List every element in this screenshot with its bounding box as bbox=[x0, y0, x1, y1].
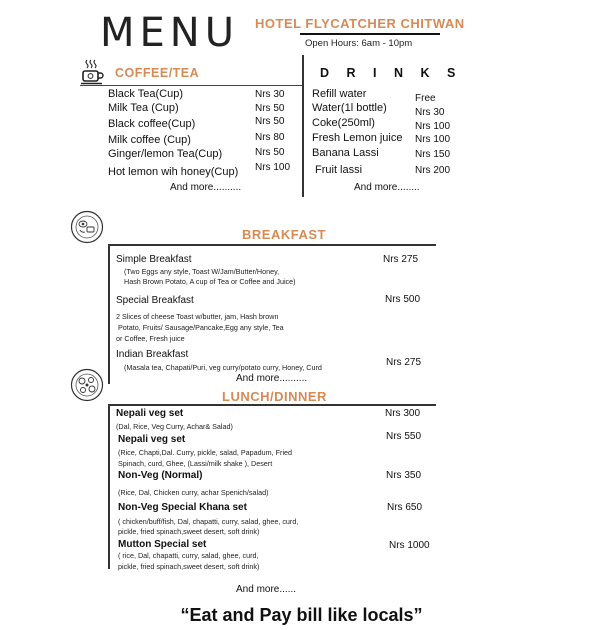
menu-item-description: ( rice, Dal, chapatti, curry, salad, ghee, curd, bbox=[118, 551, 259, 560]
menu-item-name: Ginger/lemon Tea(Cup) bbox=[108, 148, 223, 160]
menu-item-description: pickle, fried spinach,sweet desert, soft drink) bbox=[118, 527, 260, 536]
coffee-cup-icon bbox=[78, 58, 106, 86]
lunch-dinner-left-rule bbox=[108, 404, 110, 569]
menu-item-name: Non-Veg Special Khana set bbox=[118, 502, 247, 513]
menu-item-price: Nrs 80 bbox=[255, 132, 285, 143]
menu-item-price: Nrs 300 bbox=[385, 408, 421, 419]
menu-item-description: (Rice, Chapti,Dal. Curry, pickle, salad, Papadum, Fried bbox=[118, 448, 293, 457]
menu-item-price: Nrs 275 bbox=[386, 357, 422, 368]
menu-item-price: Nrs 30 bbox=[255, 89, 285, 100]
lunch-dinner-more: And more...... bbox=[236, 584, 297, 595]
menu-title: MENU bbox=[100, 10, 239, 56]
menu-item-description: (Dal, Rice, Veg Curry, Achar& Salad) bbox=[116, 422, 233, 431]
menu-item-price: Nrs 650 bbox=[387, 502, 423, 513]
footer-quote: “Eat and Pay bill like locals” bbox=[180, 605, 423, 625]
menu-item-name: Nepali veg set bbox=[116, 408, 184, 419]
menu-item-price: Nrs 150 bbox=[415, 149, 451, 160]
menu-item-name: Coke(250ml) bbox=[312, 117, 375, 129]
drinks-heading: D R I N K S bbox=[320, 66, 463, 80]
menu-item-name: Milk Tea (Cup) bbox=[108, 102, 179, 114]
menu-item-description: (Masala tea, Chapati/Puri, veg curry/potato curry, Honey, Curd bbox=[124, 363, 322, 372]
menu-item-name: Nepali veg set bbox=[118, 434, 186, 445]
menu-item-price: Nrs 275 bbox=[383, 254, 419, 265]
menu-item-price: Nrs 100 bbox=[415, 134, 451, 145]
menu-item-name: Special Breakfast bbox=[116, 295, 194, 306]
menu-item-name: Banana Lassi bbox=[312, 147, 379, 159]
hotel-name: HOTEL FLYCATCHER CHITWAN bbox=[255, 16, 465, 31]
drinks-more: And more........ bbox=[354, 182, 420, 193]
menu-item-description: pickle, fried spinach,sweet desert, soft drink) bbox=[118, 562, 260, 571]
coffee-tea-more: And more.......... bbox=[170, 182, 242, 193]
menu-item-name: Fresh Lemon juice bbox=[312, 132, 403, 144]
lunch-dinner-heading: LUNCH/DINNER bbox=[222, 389, 327, 404]
menu-item-price: Nrs 50 bbox=[255, 147, 285, 158]
breakfast-divider bbox=[108, 244, 436, 246]
menu-item-name: Simple Breakfast bbox=[116, 254, 192, 265]
menu-item-price: Nrs 50 bbox=[255, 103, 285, 114]
hotel-underline bbox=[300, 33, 440, 35]
lunch-dinner-divider bbox=[108, 404, 436, 406]
column-divider bbox=[302, 55, 304, 197]
menu-item-description: Spinach, curd, Ghee, (Lassi/milk shake ), Desert bbox=[118, 459, 273, 468]
menu-item-name: Fruit lassi bbox=[315, 164, 363, 176]
menu-item-name: Milk coffee (Cup) bbox=[108, 134, 191, 146]
coffee-tea-heading: COFFEE/TEA bbox=[115, 66, 200, 80]
menu-item-name: Non-Veg (Normal) bbox=[118, 470, 203, 481]
breakfast-more: And more.......... bbox=[236, 373, 308, 384]
menu-item-price: Nrs 100 bbox=[255, 162, 291, 173]
menu-item-name: Mutton Special set bbox=[118, 539, 207, 550]
menu-item-name: Black Tea(Cup) bbox=[108, 88, 183, 100]
menu-item-description: Potato, Fruits/ Sausage/Pancake,Egg any style, Tea bbox=[118, 323, 284, 332]
menu-item-name: Indian Breakfast bbox=[116, 349, 189, 360]
menu-item-description: ( chicken/buff/fish, Dal, chapatti, curry, salad, ghee, curd, bbox=[118, 517, 299, 526]
menu-item-description: (Rice, Dal, Chicken curry, achar Spenich/salad) bbox=[118, 488, 269, 497]
menu-item-name: Hot lemon wih honey(Cup) bbox=[108, 166, 239, 178]
menu-item-description: (Two Eggs any style, Toast W/Jam/Butter/Honey, bbox=[124, 267, 280, 276]
menu-item-price: Nrs 100 bbox=[415, 121, 451, 132]
dinner-plate-icon bbox=[70, 368, 104, 402]
breakfast-left-rule bbox=[108, 244, 110, 384]
menu-item-price: Nrs 350 bbox=[386, 470, 422, 481]
menu-item-price: Nrs 30 bbox=[415, 107, 445, 118]
breakfast-heading: BREAKFAST bbox=[242, 227, 326, 242]
menu-item-description: 2 Slices of cheese Toast w/butter, jam, Hash brown bbox=[116, 312, 279, 321]
menu-item-price: Free bbox=[415, 93, 436, 104]
open-hours: Open Hours: 6am - 10pm bbox=[305, 38, 413, 49]
menu-item-name: Black coffee(Cup) bbox=[108, 118, 196, 130]
menu-item-name: Water(1l bottle) bbox=[312, 102, 387, 114]
menu-item-name: Refill water bbox=[312, 88, 367, 100]
breakfast-plate-icon bbox=[70, 210, 104, 244]
coffee-tea-divider bbox=[80, 85, 302, 86]
menu-item-description: Hash Brown Potato, A cup of Tea or Coffee and Juice) bbox=[124, 277, 296, 286]
menu-item-price: Nrs 550 bbox=[386, 431, 422, 442]
menu-item-price: Nrs 1000 bbox=[389, 540, 430, 551]
menu-item-price: Nrs 500 bbox=[385, 294, 421, 305]
menu-item-price: Nrs 50 bbox=[255, 116, 285, 127]
menu-item-price: Nrs 200 bbox=[415, 165, 451, 176]
menu-item-description: or Coffee, Fresh juice bbox=[116, 334, 185, 343]
